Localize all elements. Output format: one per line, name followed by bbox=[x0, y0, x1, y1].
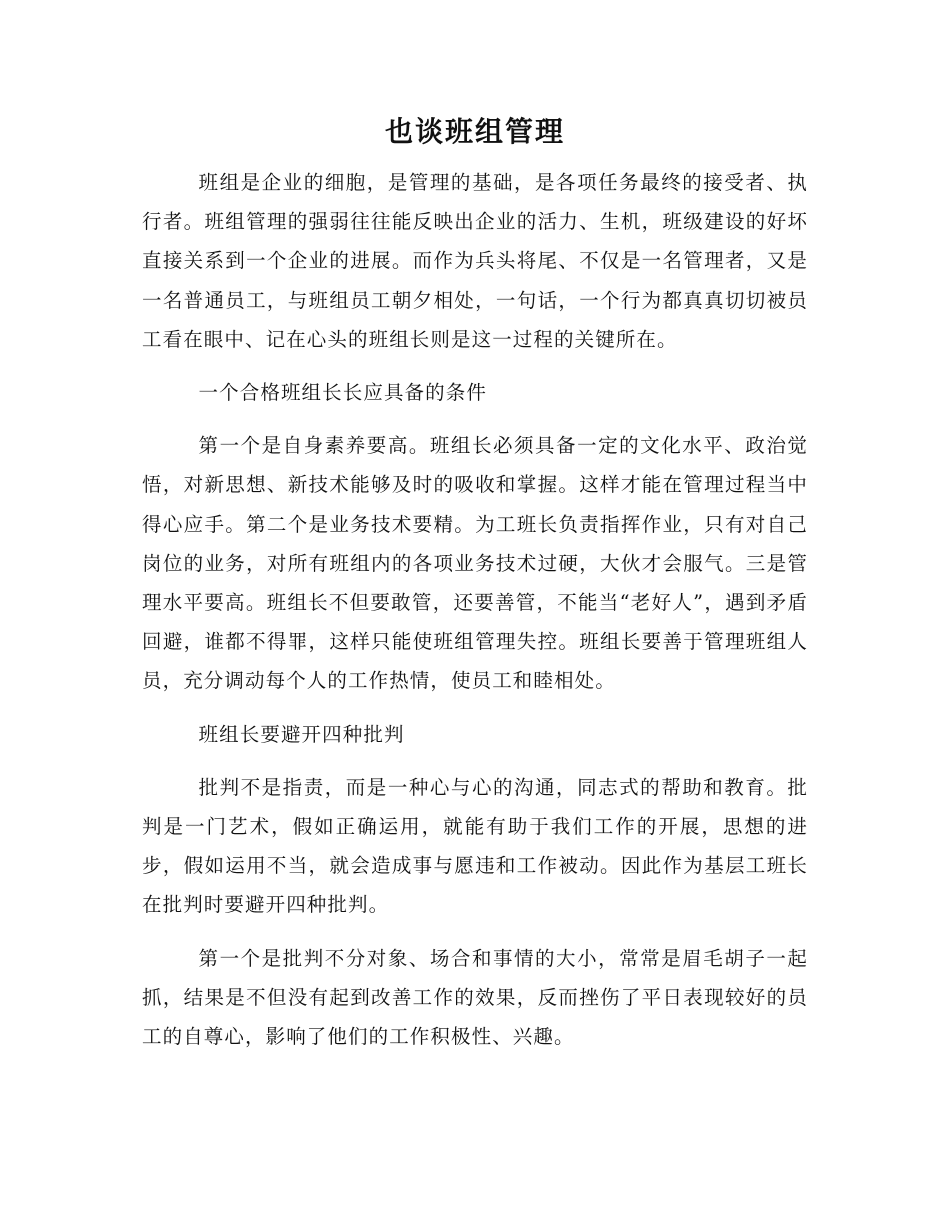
paragraph-conditions: 第一个是自身素养要高。班组长必须具备一定的文化水平、政治觉悟，对新思想、新技术能够及时的吸收和掌握。这样才能在管理过程当中得心应手。第二个是业务技术要精。为工班长负责指挥作业，只有对自己岗位的业务，对所有班组内的各项业务技术过硬，大伙才会服气。三是管理水平要高。班组长不但要敢管，还要善管，不能当“老好人”，遇到矛盾回避，谁都不得罪，这样只能使班组管理失控。班组长要善于管理班组人员，充分调动每个人的工作热情，使员工和睦相处。 bbox=[142, 434, 808, 693]
paragraph-first-criticism: 第一个是批判不分对象、场合和事情的大小，常常是眉毛胡子一起抓，结果是不但没有起到改善工作的效果，反而挫伤了平日表现较好的员工的自尊心，影响了他们的工作积极性、兴趣。 bbox=[142, 946, 808, 1049]
section-heading-avoid-criticism: 班组长要避开四种批判 bbox=[198, 722, 405, 746]
document-title: 也谈班组管理 bbox=[384, 115, 565, 148]
paragraph-intro: 班组是企业的细胞，是管理的基础，是各项任务最终的接受者、执行者。班组管理的强弱往往能反映出企业的活力、生机，班级建设的好坏直接关系到一个企业的进展。而作为兵头将尾、不仅是一名管理者，又是一名普通员工，与班组员工朝夕相处，一句话，一个行为都真真切切被员工看在眼中、记在心头的班组长则是这一过程的关键所在。 bbox=[142, 171, 808, 351]
paragraph-criticism-art: 批判不是指责，而是一种心与心的沟通，同志式的帮助和教育。批判是一门艺术，假如正确运用，就能有助于我们工作的开展，思想的进步，假如运用不当，就会造成事与愿违和工作被动。因此作为基层工班长在批判时要避开四种批判。 bbox=[142, 775, 808, 917]
document-body bbox=[142, 163, 808, 1056]
section-heading-qualified-leader: 一个合格班组长长应具备的条件 bbox=[198, 381, 487, 405]
